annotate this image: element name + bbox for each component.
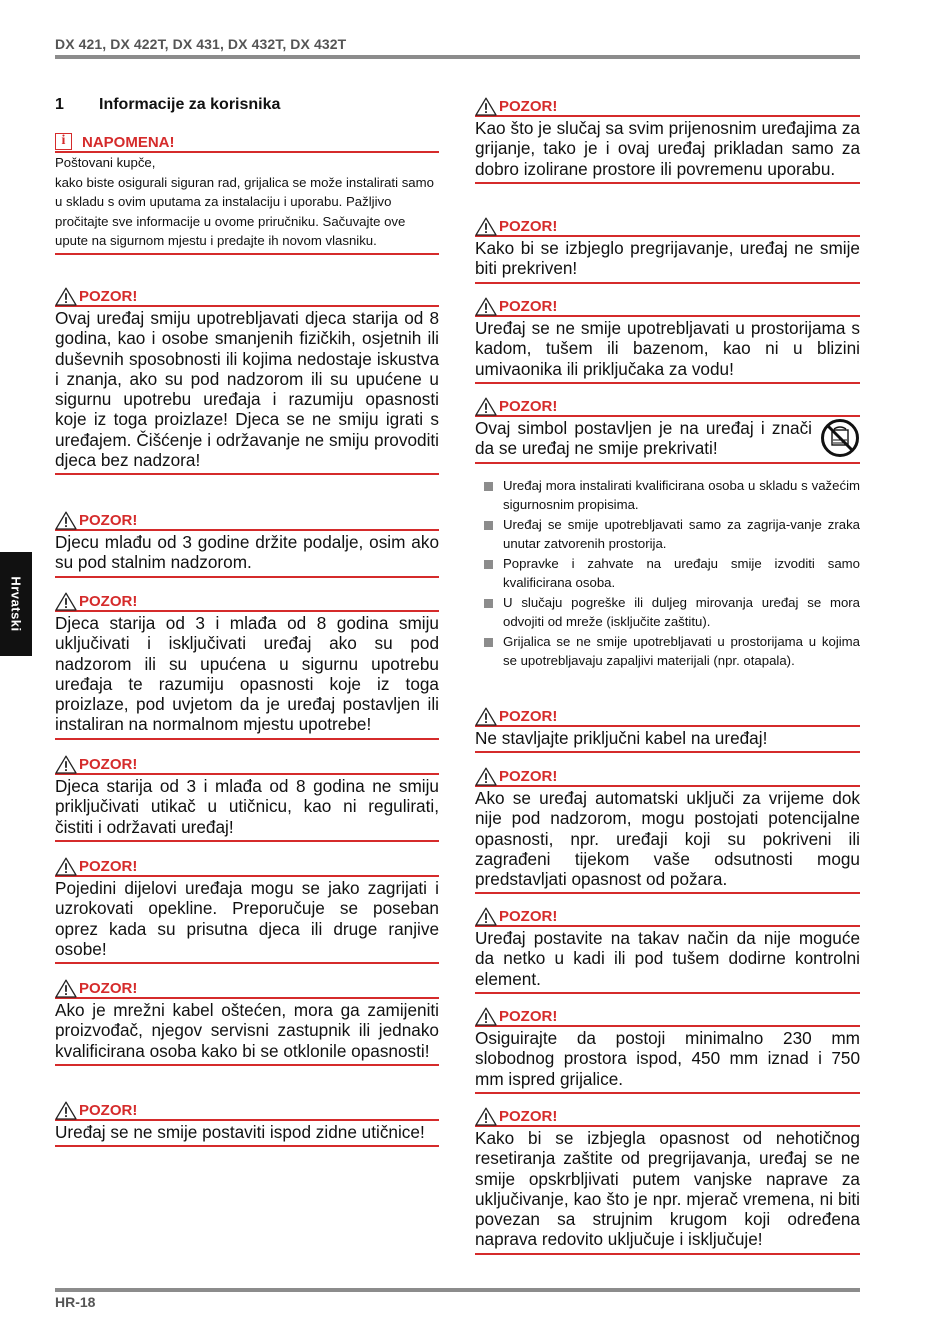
warning-label: POZOR! [79,858,138,875]
warning-header [55,1100,439,1121]
warning-text: Kao što je slučaj sa svim prijenosnim uređajima za grijanje, tako je i ovaj uređaj prikladan samo za dobro izolirane prostore ili povremenu uporabu. [475,117,860,184]
warning-label: POZOR! [79,1102,138,1119]
warning-block [475,396,860,464]
note-line: kako biste osigurali siguran rad, grijalica se može instalirati samo u skladu s ovim uputama za instalaciju i uporabu. Pažljivo pročitajte sve informacije u ovome priručniku. Sačuvajte ove upute na sigurnom mjestu i predajte ih novom vlasniku. [55,174,434,248]
warning-block [55,856,439,964]
warning-triangle-icon [55,511,77,530]
section-title: Informacije za korisnika [99,96,281,113]
warning-block [475,1106,860,1255]
warning-triangle-icon [55,287,77,306]
note-line: Poštovani kupče, [55,155,156,170]
list-item: Popravke i zahvate na uređaju smije izvoditi samo kvalificirana osoba. [475,554,860,592]
language-side-tab-label: Hrvatski [8,576,24,632]
warning-triangle-icon [55,592,77,611]
warning-header [475,1106,860,1127]
warning-block [475,216,860,284]
warning-triangle-icon [475,907,497,926]
warning-text: Djecu mlađu od 3 godine držite podalje, osim ako su pod stalnim nadzorom. [55,531,439,578]
warning-text: Djeca starija od 3 i mlađa od 8 godina smiju uključivati i isključivati uređaj ako su pod nadzorom ili su upućena u sigurnu upotrebu uređaja te razumiju opasnosti koje iz toga proizlaze, pod uvjetom da je uređaj postavljen ili instaliran na normalnom mjestu upotrebe! [55,612,439,740]
warning-triangle-icon [475,767,497,786]
warning-text: Kako bi se izbjeglo pregrijavanje, uređaj ne smije biti prekriven! [475,237,860,284]
warning-triangle-icon [475,1107,497,1126]
warning-block [55,978,439,1066]
warning-header [475,216,860,237]
note-label: NAPOMENA! [82,134,175,151]
warning-triangle-icon [55,979,77,998]
page-number: HR-18 [55,1294,96,1310]
warning-block [55,286,439,475]
section-heading [55,96,280,114]
warning-text: Uređaj se ne smije postaviti ispod zidne utičnice! [55,1121,439,1147]
language-side-tab [0,552,32,656]
warning-block [55,510,439,578]
warning-header [55,754,439,775]
warning-text: Ako je mrežni kabel oštećen, mora ga zamijeniti proizvođač, njegov servisni zastupnik ili jednako kvalificirana osoba kako bi se otklonile opasnosti! [55,999,439,1066]
section-number: 1 [55,96,64,113]
list-item: U slučaju pogreške ili duljeg mirovanja uređaj se mora odvojiti od mreže (isključite zaštitu). [475,593,860,631]
warning-header [475,96,860,117]
footer-rule [55,1288,860,1292]
warning-triangle-icon [475,217,497,236]
warning-label: POZOR! [79,593,138,610]
warning-label: POZOR! [79,512,138,529]
warning-triangle-icon [55,1101,77,1120]
warning-triangle-icon [475,397,497,416]
warning-header [475,396,860,417]
warning-header [55,286,439,307]
warning-text: Kako bi se izbjegla opasnost od nehotičnog resetiranja zaštite od pregrijavanja, uređaj se ne smije opskrbljivati putem vanjske naprave za uključivanje, kao što je npr. mjerač vremena, ni biti povezan sa strujnim krugom koji određena naprava redovito uključuje i isključuje! [475,1127,860,1255]
warning-label: POZOR! [499,298,558,315]
warning-text: Djeca starija od 3 i mlađa od 8 godina ne smiju priključivati utikač u utičnicu, kao ni regulirati, čistiti i održavati uređaj! [55,775,439,842]
warning-text: Ovaj simbol postavljen je na uređaj i znači da se uređaj ne smije prekrivati! [475,418,812,459]
warning-label: POZOR! [79,288,138,305]
warning-block [55,754,439,842]
warning-text: Pojedini dijelovi uređaja mogu se jako zagrijati i uzrokovati opekline. Preporučuje se poseban oprez kada su prisutna djeca ili druge ranjive osobe! [55,877,439,964]
warning-label: POZOR! [79,980,138,997]
warning-block [55,1100,439,1147]
warning-text: Uređaj se ne smije upotrebljavati u prostorijama s kadom, tušem ili bazenom, kao ni u blizini umivaonika ili priključaka za vodu! [475,317,860,384]
warning-header [475,706,860,727]
warning-label: POZOR! [499,908,558,925]
warning-block [475,766,860,894]
warning-block [475,96,860,184]
list-item: Grijalica se ne smije upotrebljavati u prostorijama u kojima se upotrebljavaju zapaljivi materijali (npr. otapala). [475,632,860,670]
note-header [55,132,439,153]
warning-body-with-symbol [475,417,860,464]
warning-text: Ne stavljajte priključni kabel na uređaj! [475,727,860,753]
warning-block [475,906,860,994]
warning-triangle-icon [475,97,497,116]
warning-block [475,706,860,753]
warning-label: POZOR! [499,398,558,415]
warning-label: POZOR! [499,708,558,725]
warning-triangle-icon [55,857,77,876]
warning-label: POZOR! [499,768,558,785]
warning-triangle-icon [475,707,497,726]
warning-header [55,856,439,877]
warning-label: POZOR! [499,218,558,235]
warning-block [55,591,439,740]
warning-header [55,510,439,531]
warning-triangle-icon [55,755,77,774]
warning-header [475,766,860,787]
note-body [55,153,439,255]
note-block [55,132,439,255]
warning-block [475,1006,860,1094]
list-item: Uređaj mora instalirati kvalificirana osoba u skladu s važećim sigurnosnim propisima. [475,476,860,514]
warning-header [55,591,439,612]
requirements-list [475,476,860,671]
info-icon: i [55,133,72,150]
warning-label: POZOR! [499,98,558,115]
warning-label: POZOR! [79,756,138,773]
warning-label: POZOR! [499,1108,558,1125]
warning-block [475,296,860,384]
warning-text: Ovaj uređaj smiju upotrebljavati djeca starija od 8 godina, kao i osobe smanjenih fizičkih, osjetnih ili duševnih sposobnosti ili kojima nedostaje iskustva i znanja, ako su pod nadzorom ili su upućene u sigurnu upotrebu uređaja i razumiju opasnosti koje iz toga proizlaze! Djeca se ne smiju igrati s uređajem. Čišćenje i održavanje ne smiju provoditi djeca bez nadzora! [55,307,439,475]
warning-triangle-icon [475,297,497,316]
do-not-cover-icon [820,418,860,458]
warning-text: Ako se uređaj automatski uključi za vrijeme dok nije pod nadzorom, mogu postojati potencijalne opasnosti, npr. uređaji koji su pokriveni ili zagrađeni tijekom vaše odsutnosti mogu predstavljati opasnost od požara. [475,787,860,894]
warning-header [475,1006,860,1027]
warning-text: Osiguirajte da postoji minimalno 230 mm slobodnog prostora ispod, 450 mm iznad i 750 mm ispred grijalice. [475,1027,860,1094]
warning-header [55,978,439,999]
warning-header [475,296,860,317]
warning-header [475,906,860,927]
warning-label: POZOR! [499,1008,558,1025]
warning-triangle-icon [475,1007,497,1026]
list-item: Uređaj se smije upotrebljavati samo za zagrija-vanje zraka unutar zatvorenih prostorija. [475,515,860,553]
document-header-title: DX 421, DX 422T, DX 431, DX 432T, DX 432T [55,36,347,52]
header-rule [55,55,860,59]
warning-text: Uređaj postavite na takav način da nije moguće da netko u kadi ili pod tušem dodirne kontrolni element. [475,927,860,994]
